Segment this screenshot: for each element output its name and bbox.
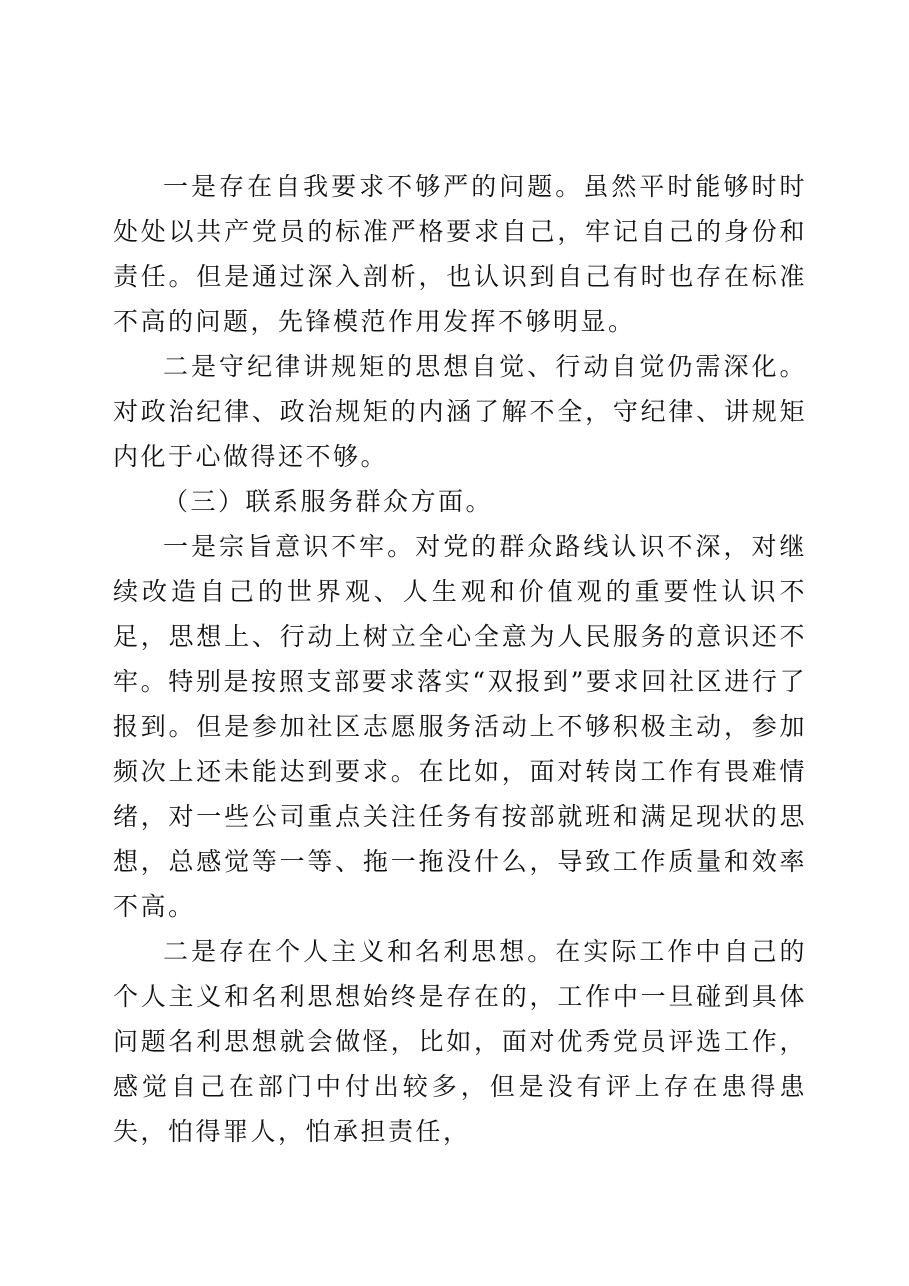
paragraph-rules-awareness: 二是守纪律讲规矩的思想自觉、行动自觉仍需深化。对政治纪律、政治规矩的内涵了解不全，守纪律、讲规矩内化于心做得还不够。 (113, 352, 807, 471)
document-body (113, 164, 807, 1154)
paragraph-individualism: 二是存在个人主义和名利思想。在实际工作中自己的个人主义和名利思想始终是存在的，工作中一旦碰到具体问题名利思想就会做怪，比如，面对优秀党员评选工作，感觉自己在部门中付出较多，但是没有评上存在患得患失，怕得罪人，怕承担责任， (113, 937, 807, 1146)
paragraph-purpose-awareness: 一是宗旨意识不牢。对党的群众路线认识不深，对继续改造自己的世界观、人生观和价值观的重要性认识不足，思想上、行动上树立全心全意为人民服务的意识还不牢。特别是按照支部要求落实“双报到”要求回社区进行了报到。但是参加社区志愿服务活动上不够积极主动，参加频次上还未能达到要求。在比如，面对转岗工作有畏难情绪，对一些公司重点关注任务有按部就班和满足现状的思想，总感觉等一等、拖一拖没什么，导致工作质量和效率不高。 (113, 532, 807, 921)
section-heading-serving-masses: （三）联系服务群众方面。 (163, 487, 494, 516)
paragraph-self-discipline: 一是存在自我要求不够严的问题。虽然平时能够时时处处以共产党员的标准严格要求自己，牢记自己的身份和责任。但是通过深入剖析，也认识到自己有时也存在标准不高的问题，先锋模范作用发挥不够明显。 (113, 172, 807, 336)
